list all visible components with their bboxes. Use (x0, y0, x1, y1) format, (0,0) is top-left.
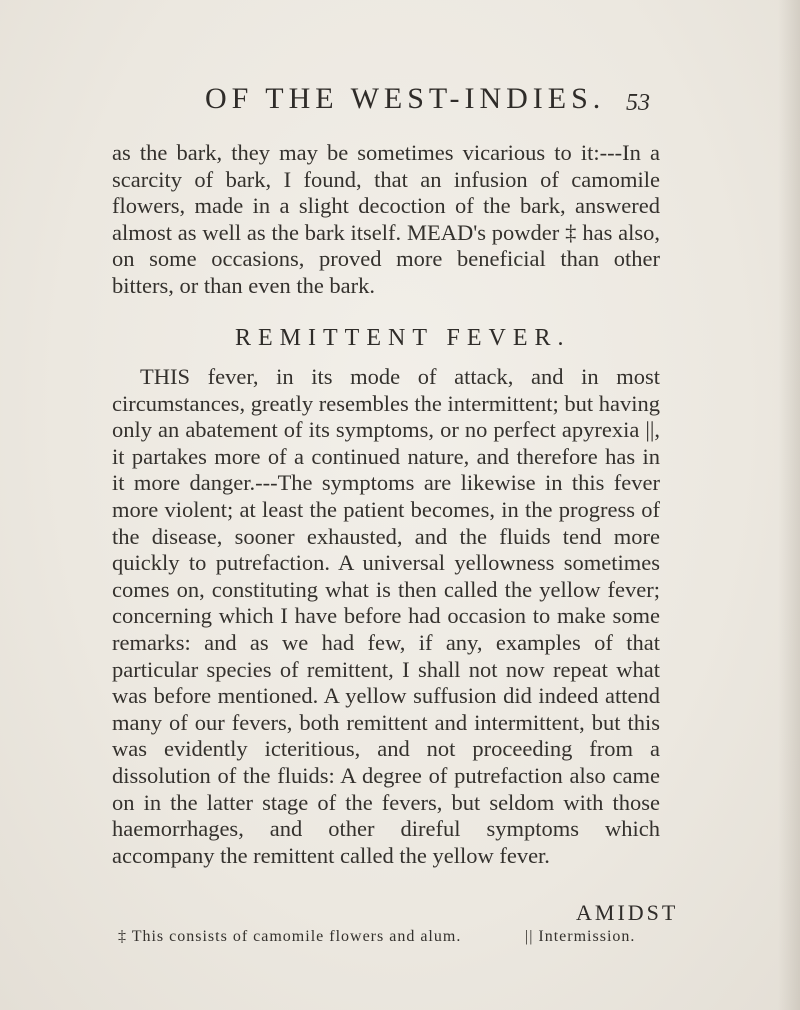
running-title: OF THE WEST-INDIES. (205, 82, 606, 115)
footnote-intermission: || Intermission. (525, 928, 636, 945)
page-number: 53 (626, 90, 650, 116)
paragraph-bark: as the bark, they may be sometimes vicarious to it:---In a scarcity of bark, I found, that an infusion of camomile flowers, made in a slight decoction of the bark, answered almost as well as the bark itself. MEAD's powder ‡ has also, on some occasions, proved more beneficial than other bitters, or than even the bark. (112, 140, 660, 298)
section-title: REMITTENT FEVER. (235, 325, 571, 351)
page-edge-shadow (778, 0, 800, 1010)
paragraph-remittent-fever: THIS fever, in its mode of attack, and in most circumstances, greatly resembles the intermittent; but having only an abatement of its symptoms, or no perfect apyrexia ||, it partakes more of a continued nature, and therefore has in it more danger.---The symptoms are likewise in this fever more violent; at least the patient becomes, in the progress of the disease, sooner exhausted, and the fluids tend more quickly to putrefaction. A universal yellowness sometimes comes on, constituting what is then called the yellow fever; concerning which I have before had occasion to make some remarks: and as we had few, if any, examples of that particular species of remittent, I shall not now repeat what was before mentioned. A yellow suffusion did indeed attend many of our fevers, both remittent and intermittent, but this was evidently icteritious, and not proceeding from a dissolution of the fluids: A degree of putrefaction also came on in the latter stage of the fevers, but seldom with those haemorrhages, and other direful symptoms which accompany the remittent called the yellow fever. (112, 364, 660, 868)
catchword: AMIDST (576, 900, 679, 925)
footnote-camomile: ‡ This consists of camomile flowers and alum. (118, 928, 462, 945)
